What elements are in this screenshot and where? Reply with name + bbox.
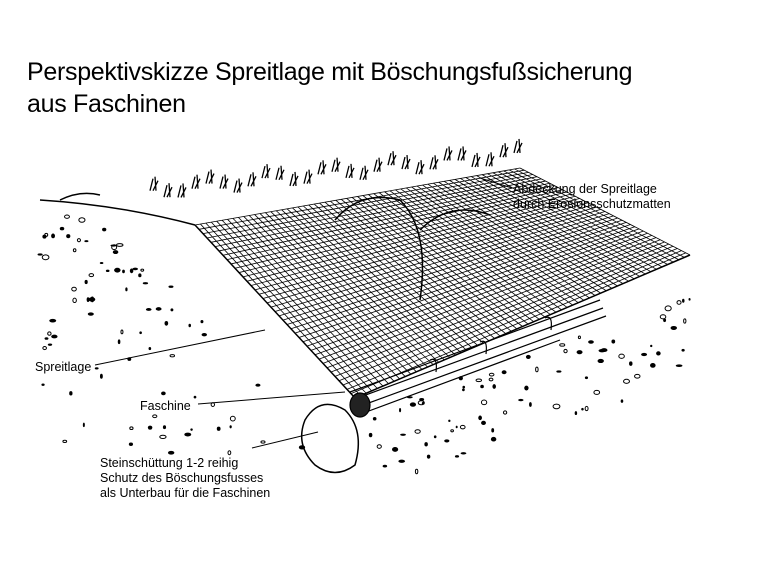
label-steinschuettung [100,456,270,501]
page-title [27,56,632,120]
grass-tufts [150,139,522,198]
label-stein-line-1: Steinschüttung 1-2 reihig [100,456,239,470]
label-abdeckung-line-1: Abdeckung der Spreitlage [513,182,657,196]
label-stein-line-2: Schutz des Böschungsfusses [100,471,264,485]
label-abdeckung-line-2: durch Erosionsschutzmatten [513,197,671,211]
title-line-1: Perspektivskizze Spreitlage mit Böschungsfußsicherung [27,58,633,86]
label-abdeckung [513,182,671,212]
stone [302,404,359,472]
label-stein-line-3: als Unterbau für die Faschinen [100,486,271,500]
label-faschine: Faschine [140,399,191,413]
label-spreitlage: Spreitlage [35,360,92,374]
title-line-2: aus Faschinen [27,90,186,118]
